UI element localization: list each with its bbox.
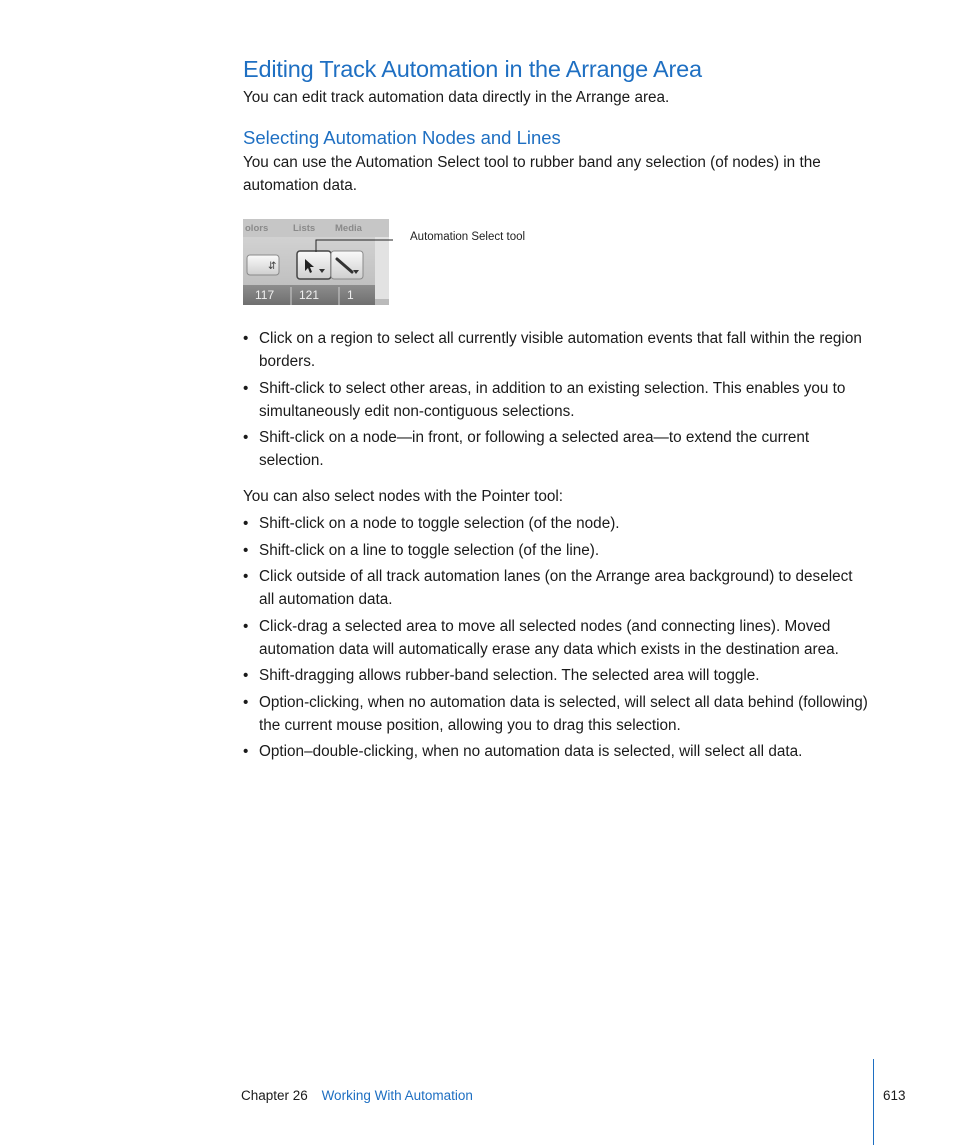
- list-item: • Shift-click on a node—in front, or following a selected area—to extend the current selection.: [243, 426, 868, 472]
- list-item: • Shift-click on a line to toggle selection (of the line).: [243, 539, 868, 562]
- list-item: • Click-drag a selected area to move all selected nodes (and connecting lines). Moved automation data will automatically erase any data which exists in the destination area.: [243, 615, 868, 661]
- list-item: • Shift-dragging allows rubber-band selection. The selected area will toggle.: [243, 664, 868, 687]
- list-item: • Click outside of all track automation lanes (on the Arrange area background) to deselect all automation data.: [243, 565, 868, 611]
- ruler-label-121: 121: [299, 288, 320, 302]
- list-item: • Click on a region to select all currently visible automation events that fall within the region borders.: [243, 327, 868, 373]
- ruler-label-117: 117: [255, 288, 275, 302]
- list-item: • Option-clicking, when no automation data is selected, will select all data behind (following) the current mouse position, allowing you to drag this selection.: [243, 691, 868, 737]
- list-item: • Shift-click to select other areas, in addition to an existing selection. This enables you to simultaneously edit non-contiguous selections.: [243, 377, 868, 423]
- callout-label: Automation Select tool: [410, 231, 526, 243]
- page-number: 613: [883, 1088, 906, 1103]
- automation-select-tool-button: [331, 251, 363, 279]
- toolbar-screenshot: [243, 219, 393, 309]
- region-selection-list: [243, 327, 868, 476]
- ruler-label-truncated: 1: [347, 288, 354, 302]
- stepper-arrows-icon: ⇵: [268, 261, 277, 272]
- tab-label-media: Media: [335, 223, 362, 234]
- section-title: Selecting Automation Nodes and Lines: [243, 127, 561, 148]
- intro-paragraph: You can edit track automation data directly in the Arrange area.: [243, 89, 670, 106]
- footer-chapter-title: Working With Automation: [321, 1088, 473, 1103]
- list-item: • Shift-click on a node to toggle selection (of the node).: [243, 512, 868, 535]
- pointer-tool-intro: You can also select nodes with the Pointer tool:: [243, 488, 564, 505]
- tab-label-colors: olors: [245, 223, 269, 234]
- pointer-tool-list: [243, 512, 868, 767]
- automation-select-tool-figure: [243, 219, 543, 309]
- section-paragraph: You can use the Automation Select tool to rubber band any selection (of nodes) in the automation data.: [243, 154, 821, 194]
- footer-chapter: Chapter 26: [241, 1088, 308, 1103]
- list-item: • Option–double-clicking, when no automation data is selected, will select all data.: [243, 740, 868, 763]
- tab-label-lists: Lists: [293, 223, 316, 234]
- page-title: Editing Track Automation in the Arrange Area: [243, 56, 702, 82]
- pointer-tool-button: [297, 251, 331, 279]
- page-footer: [241, 1088, 473, 1103]
- footer-divider: [873, 1059, 874, 1145]
